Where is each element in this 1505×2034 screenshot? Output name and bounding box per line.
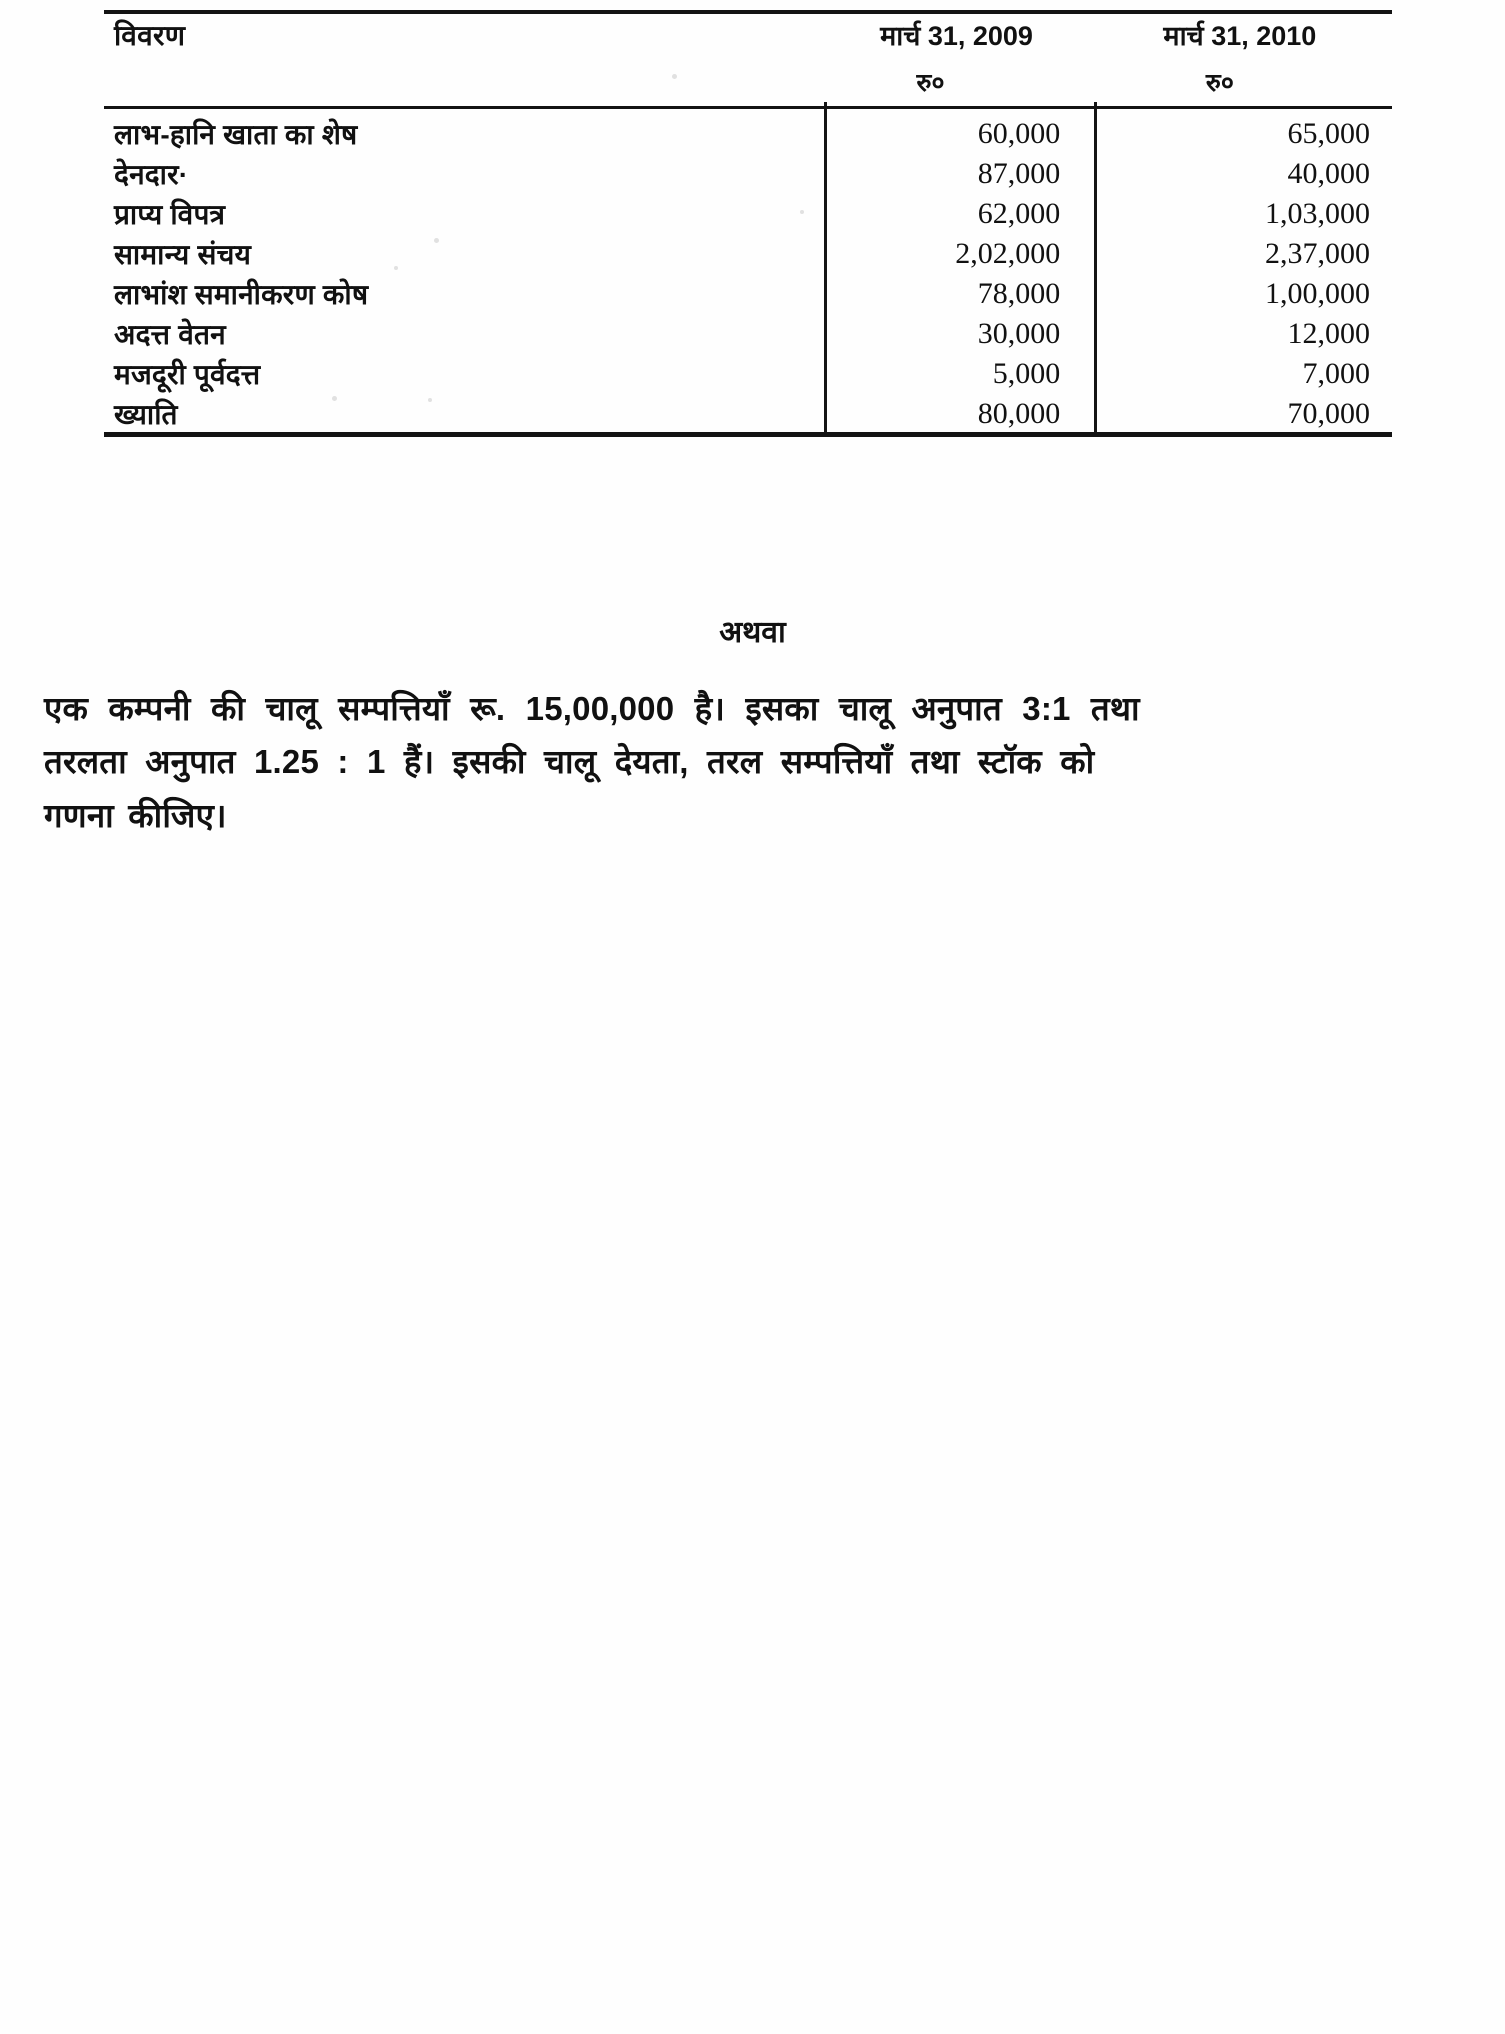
scan-speck [800,210,804,214]
row-value-2009: 78,000 [825,274,1095,314]
table-row [104,194,1392,234]
question-line-2: तरलता अनुपात 1.25 : 1 हैं। इसकी चालू देयता, तरल सम्पत्तियाँ तथा स्टॉक को [44,743,1095,781]
table-row [104,394,1392,434]
row-value-2009: 30,000 [825,314,1095,354]
row-value-2010: 65,000 [1096,114,1392,154]
header-cell-particulars [104,6,825,102]
table-row [104,274,1392,314]
table-header [104,6,1392,102]
scan-speck [394,266,398,270]
table-row [104,234,1392,274]
scan-speck [428,398,432,402]
row-value-2010: 40,000 [1096,154,1392,194]
table-row [104,354,1392,394]
header-label-particulars: विवरण [114,20,186,51]
row-value-2010: 12,000 [1096,314,1392,354]
row-value-2009: 5,000 [825,354,1095,394]
row-value-2010: 70,000 [1096,394,1392,434]
header-cell-2009 [825,6,1095,102]
row-value-2010: 1,03,000 [1096,194,1392,234]
table-row [104,154,1392,194]
header-date-2010: मार्च 31, 2010 [1163,21,1317,51]
header-date-2009: मार्च 31, 2009 [880,21,1033,51]
row-label: सामान्य संचय [114,239,252,270]
header-cell-2010 [1096,6,1392,102]
row-value-2009: 2,02,000 [825,234,1095,274]
scan-speck [332,396,337,401]
row-value-2010: 1,00,000 [1096,274,1392,314]
header-unit-2009: रु० [916,69,945,97]
row-label: लाभांश समानीकरण कोष [114,279,369,310]
table-row [104,314,1392,354]
question-line-1: एक कम्पनी की चालू सम्पत्तियाँ रू. 15,00,000 है। इसका चालू अनुपात 3:1 तथा [44,690,1140,727]
row-value-2010: 7,000 [1096,354,1392,394]
row-label: देनदार· [114,159,189,190]
question-line-3: गणना कीजिए। [44,796,227,834]
row-label: प्राप्य विपत्र [114,199,226,230]
row-label: ख्याति [114,399,178,430]
scan-speck [672,74,677,79]
row-value-2010: 2,37,000 [1096,234,1392,274]
scan-speck [434,238,439,243]
table-row [104,114,1392,154]
table-bottom-border [104,432,1392,437]
comparative-statement-table [104,6,1392,434]
row-label: अदत्त वेतन [114,319,226,350]
row-value-2009: 62,000 [825,194,1095,234]
row-value-2009: 87,000 [825,154,1095,194]
row-label: लाभ-हानि खाता का शेष [114,119,358,150]
alternative-question-text [44,682,1364,842]
row-label: मजदूरी पूर्वदत्त [114,359,261,390]
financial-table [104,6,1392,434]
table-body [104,102,1392,434]
row-value-2009: 80,000 [825,394,1095,434]
row-value-2009: 60,000 [825,114,1095,154]
header-unit-2010: रु० [1205,69,1234,97]
alternative-divider: अथवा [719,616,786,649]
table-header-border [104,106,1392,109]
